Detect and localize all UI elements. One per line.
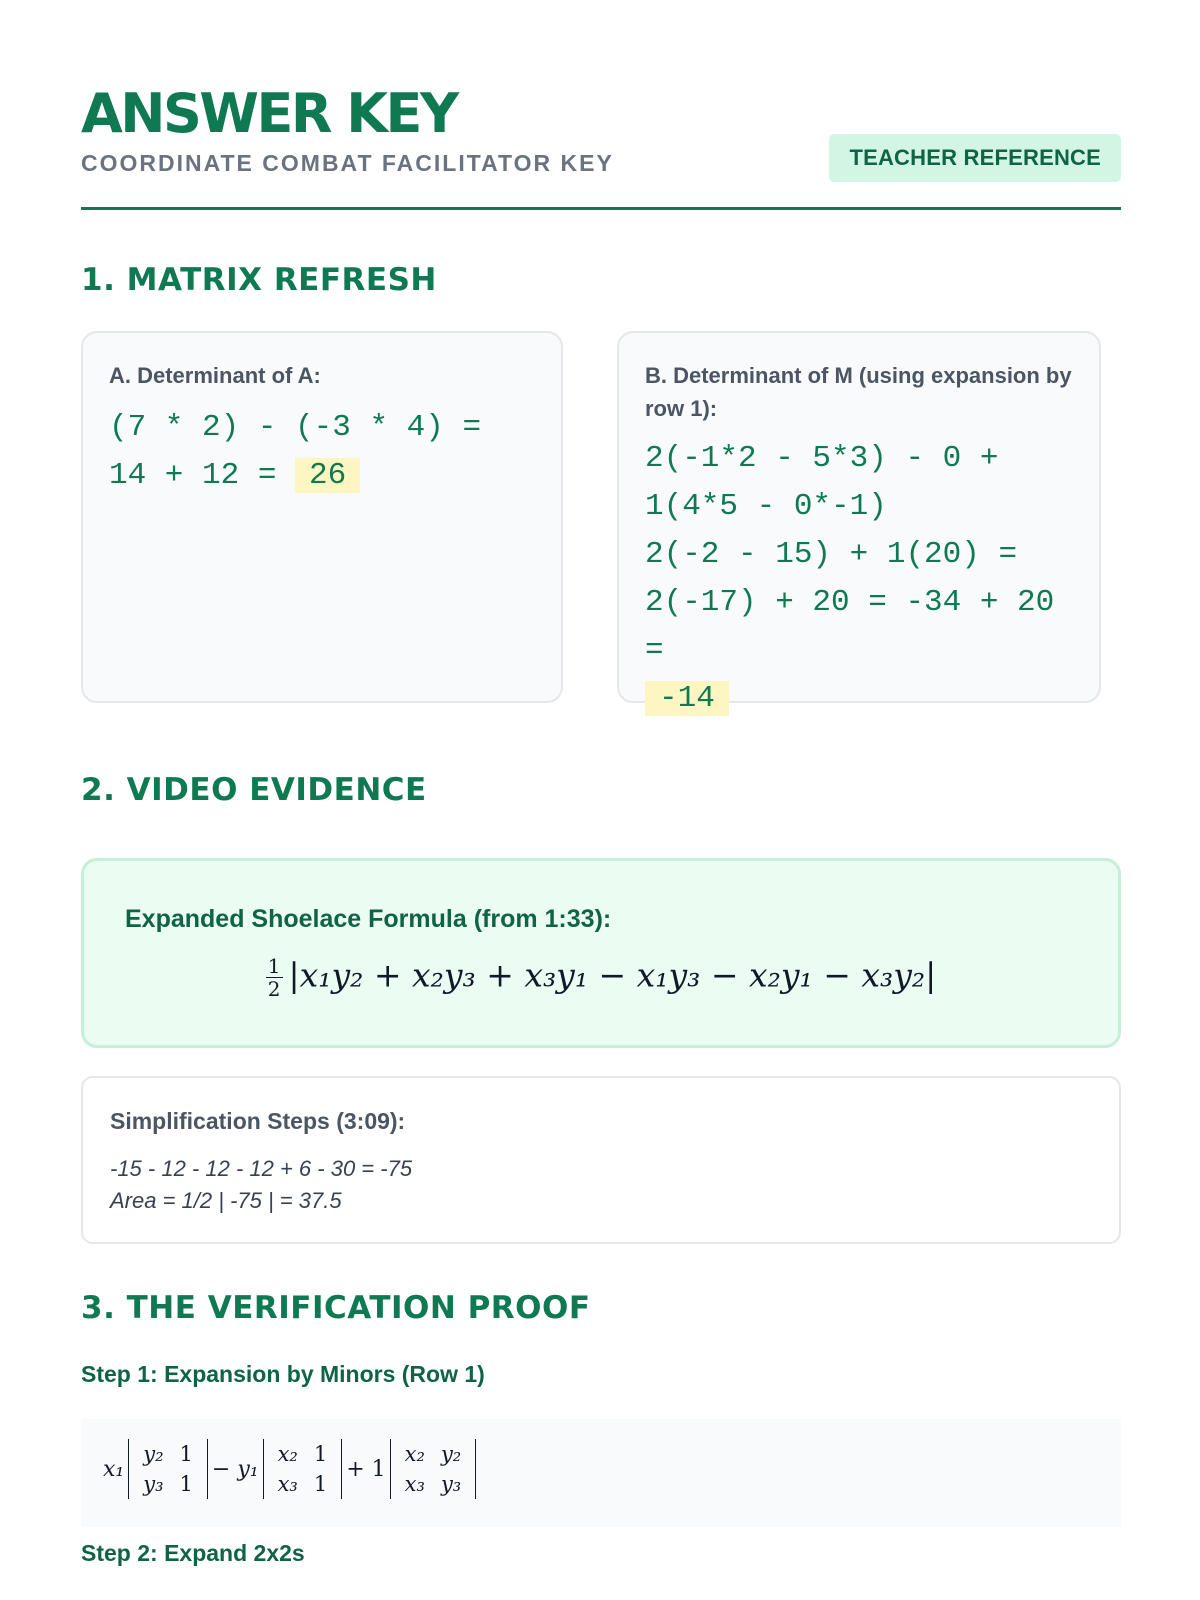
simplification-line1: -15 - 12 - 12 - 12 + 6 - 30 = -75 [110,1156,413,1181]
answer-key-page [81,0,1121,1566]
simplification-card [81,1076,1121,1244]
minor-1-cell: 1 [179,1472,193,1496]
determinant-m-line2: 1(4*5 - 0*-1) [645,489,887,524]
determinant-m-answer: -14 [645,681,729,716]
minor-2-cell: x₃ [277,1472,298,1496]
page-subtitle: COORDINATE COMBAT FACILITATOR KEY [81,150,614,176]
page-header [81,0,1121,210]
minor-2 [263,1439,343,1499]
minor-1-cell: y₂ [143,1442,164,1466]
page-title: ANSWER KEY [81,82,457,145]
step1-expression [99,1439,476,1509]
minor-1-cell: y₃ [143,1472,164,1496]
determinant-m-label: B. Determinant of M (using expansion by row 1): [645,363,1072,421]
video-evidence-card [81,858,1121,1048]
coefficient-1: x₁ [103,1456,125,1482]
minor-3-cell: y₂ [440,1442,462,1466]
minor-3-cell: x₃ [404,1472,425,1496]
section-title-verification-proof: 3. THE VERIFICATION PROOF [81,1290,591,1326]
determinant-m-card [617,331,1101,716]
abs-bar-right: | [925,955,937,995]
minor-2-cell: x₂ [277,1442,298,1466]
step1-label: Step 1: Expansion by Minors (Row 1) [81,1361,485,1387]
determinant-m-line3: 2(-2 - 15) + 1(20) = [645,537,1018,572]
shoelace-formula-label: Expanded Shoelace Formula (from 1:33): [125,905,612,933]
fraction-numerator: 1 [267,954,281,978]
formula-fraction [266,955,283,1000]
determinant-m-answer-line [645,675,1081,723]
shoelace-formula [84,955,1118,1000]
minor-3 [390,1439,477,1499]
determinant-a-label: A. Determinant of A: [109,363,321,388]
step2-label: Step 2: Expand 2x2s [81,1540,305,1566]
determinant-a-answer: 26 [295,458,360,493]
fraction-denominator: 2 [267,977,281,1001]
minor-3-cell: y₃ [440,1472,462,1496]
section-title-video-evidence: 2. VIDEO EVIDENCE [81,772,427,808]
abs-bar-left: | [288,955,300,995]
determinant-a-card [81,331,563,703]
minor-3-cell: x₂ [404,1442,425,1466]
formula-body: x₁y₂ + x₂y₃ + x₃y₁ − x₁y₃ − x₂y₁ − x₃y₂ [299,955,926,995]
coefficient-2: − y₁ [211,1456,259,1482]
determinant-m-line4: 2(-17) + 20 = -34 + 20 = [645,585,1055,668]
determinant-a-line2 [109,452,539,500]
minor-1-cell: 1 [179,1442,193,1466]
determinant-m-line1: 2(-1*2 - 5*3) - 0 + [645,441,999,476]
teacher-reference-badge: TEACHER REFERENCE [829,134,1121,182]
step1-expression-box [81,1419,1121,1527]
minor-2-cell: 1 [313,1442,328,1466]
determinant-a-line1: (7 * 2) - (-3 * 4) = [109,410,482,445]
simplification-line2: Area = 1/2 | -75 | = 37.5 [110,1188,342,1213]
determinant-a-line2-text: 14 + 12 = [109,458,296,493]
section-title-matrix-refresh: 1. MATRIX REFRESH [81,262,437,298]
coefficient-3: + 1 [346,1456,386,1482]
minor-1 [128,1439,208,1499]
simplification-label: Simplification Steps (3:09): [110,1108,406,1134]
minor-2-cell: 1 [313,1472,328,1496]
